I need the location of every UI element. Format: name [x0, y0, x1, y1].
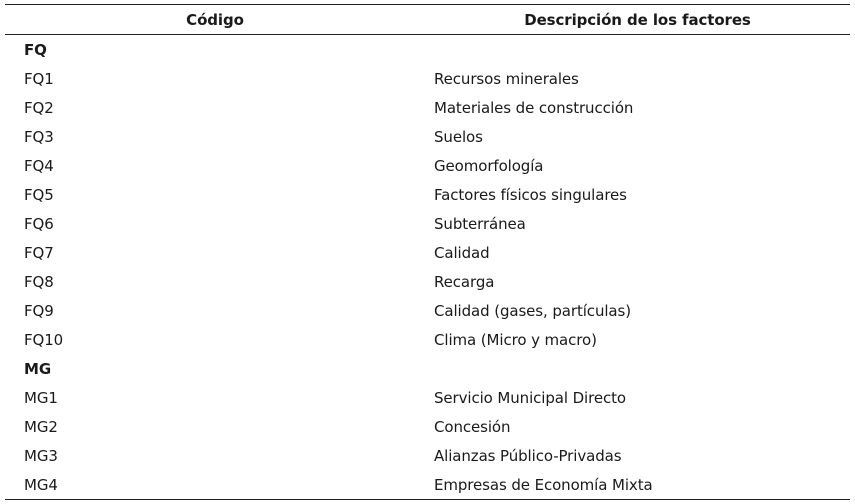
- code-cell: FQ2: [24, 98, 54, 117]
- code-cell: FQ5: [24, 185, 54, 204]
- description-cell: [425, 35, 850, 65]
- table-row: [5, 325, 850, 354]
- description-cell: Alianzas Público-Privadas: [434, 446, 622, 465]
- table-row: [5, 64, 850, 93]
- table-row: [5, 93, 850, 122]
- code-cell: MG1: [24, 388, 58, 407]
- table-row: [5, 383, 850, 412]
- factors-table: [5, 4, 850, 500]
- description-cell: Recarga: [434, 272, 495, 291]
- description-cell: Calidad (gases, partículas): [434, 301, 631, 320]
- table-row: [5, 470, 850, 500]
- factors-table-container: [5, 4, 850, 500]
- description-cell: Geomorfología: [434, 156, 544, 175]
- description-cell: Servicio Municipal Directo: [434, 388, 626, 407]
- table-body: [5, 35, 850, 500]
- header-row: [5, 5, 850, 35]
- code-cell: FQ3: [24, 127, 54, 146]
- description-cell: Empresas de Economía Mixta: [434, 475, 653, 494]
- code-cell: FQ1: [24, 69, 54, 88]
- code-cell: FQ9: [24, 301, 54, 320]
- table-header: [5, 5, 850, 35]
- code-cell: MG4: [24, 475, 58, 494]
- code-cell: MG3: [24, 446, 58, 465]
- description-cell: Factores físicos singulares: [434, 185, 627, 204]
- code-cell: FQ4: [24, 156, 54, 175]
- code-cell: MG2: [24, 417, 58, 436]
- table-row: [5, 209, 850, 238]
- description-cell: Recursos minerales: [434, 69, 579, 88]
- description-cell: Calidad: [434, 243, 490, 262]
- description-cell: Clima (Micro y macro): [434, 330, 597, 349]
- header-code: Código: [186, 10, 244, 29]
- table-row: [5, 151, 850, 180]
- description-cell: Materiales de construcción: [434, 98, 634, 117]
- description-cell: Concesión: [434, 417, 511, 436]
- header-description: Descripción de los factores: [524, 10, 751, 29]
- description-cell: Suelos: [434, 127, 483, 146]
- code-cell: FQ8: [24, 272, 54, 291]
- description-cell: Subterránea: [434, 214, 526, 233]
- code-cell: FQ6: [24, 214, 54, 233]
- code-cell: FQ7: [24, 243, 54, 262]
- group-row: [5, 354, 850, 383]
- group-code-cell: FQ: [24, 40, 47, 59]
- table-row: [5, 441, 850, 470]
- group-code-cell: MG: [24, 359, 52, 378]
- table-row: [5, 296, 850, 325]
- table-row: [5, 238, 850, 267]
- table-row: [5, 267, 850, 296]
- code-cell: FQ10: [24, 330, 64, 349]
- table-row: [5, 412, 850, 441]
- description-cell: [425, 354, 850, 383]
- group-row: [5, 35, 850, 65]
- table-row: [5, 122, 850, 151]
- table-row: [5, 180, 850, 209]
